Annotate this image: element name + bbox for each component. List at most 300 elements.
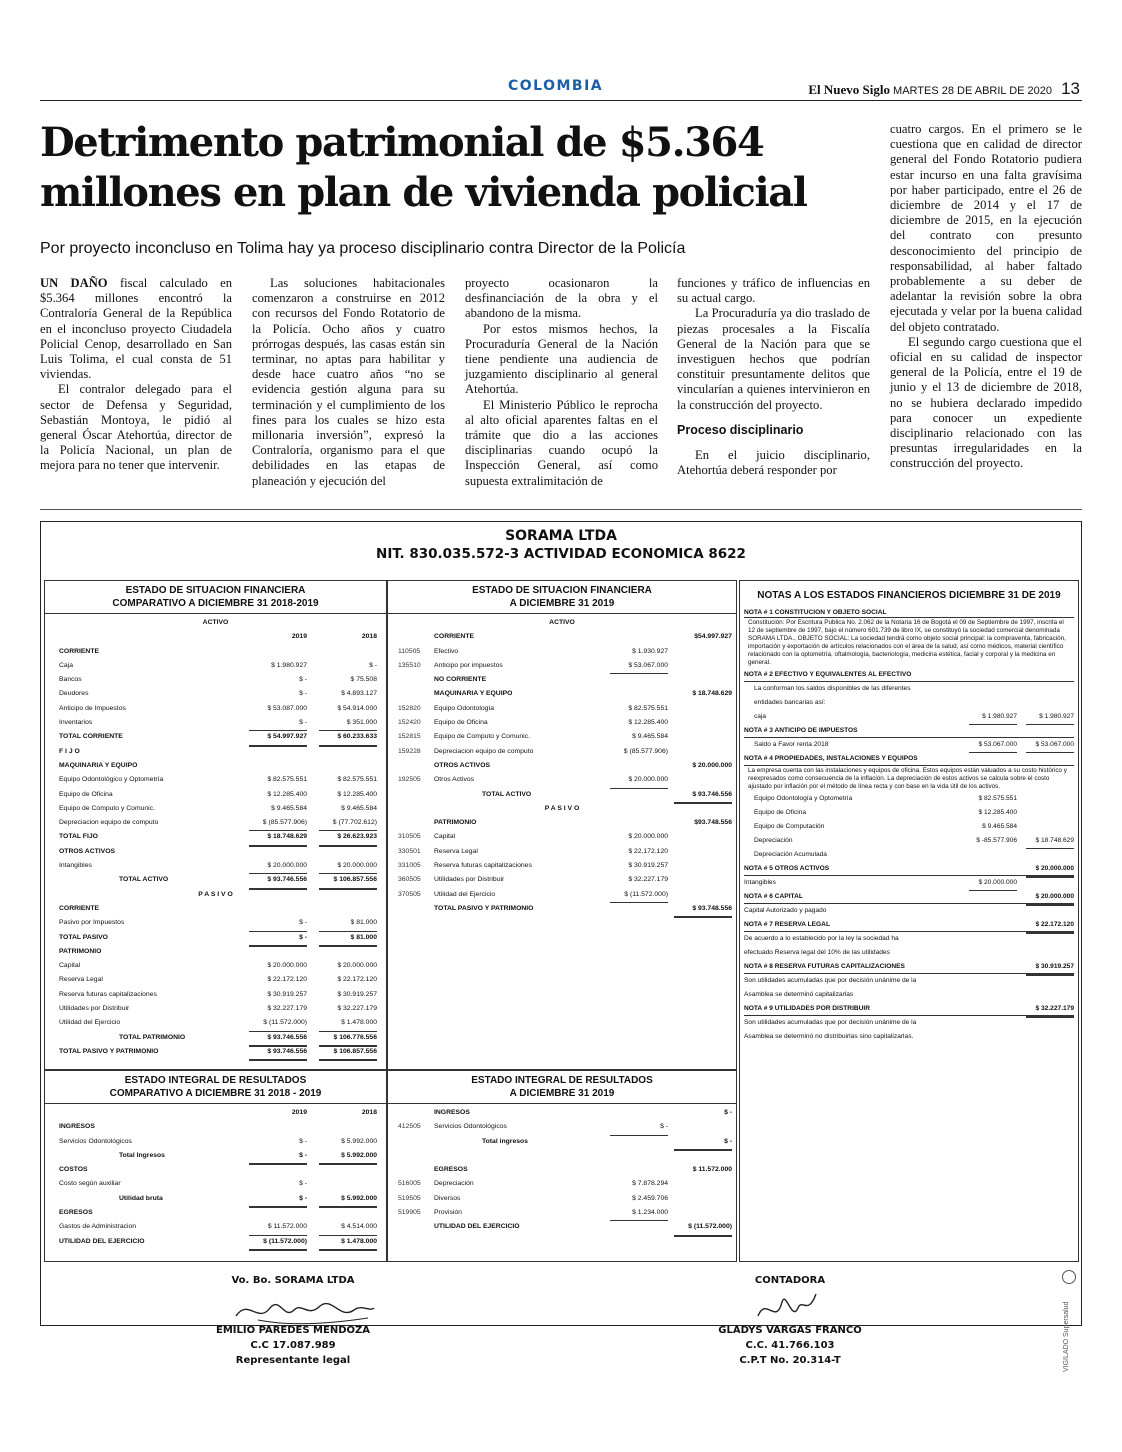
note-line-label: Intangibles [744, 879, 776, 886]
account-code: 152420 [398, 719, 421, 727]
table-row [392, 1192, 732, 1206]
value-col-1: $ 22.172.120 [628, 847, 668, 855]
value-col-1: $ 22.172.120 [267, 976, 307, 984]
note-title: NOTA # 1 CONSTITUCION Y OBJETO SOCIAL [744, 607, 1074, 618]
account-code: 310505 [398, 833, 421, 841]
table-row [392, 1163, 732, 1177]
account-code: 331005 [398, 862, 421, 870]
article-separator [40, 509, 1082, 510]
value-col-2: $ 81.000 [319, 931, 377, 947]
box-title: ESTADO INTEGRAL DE RESULTADOS COMPARATIVO A DICIEMBRE 31 2018 - 2019 [45, 1071, 386, 1104]
value-col-1: $ 1.980.927 [271, 661, 307, 669]
note-line-label: caja [754, 713, 767, 720]
row-label: Reserva futuras capitalizaciones [59, 990, 157, 998]
note-row [744, 792, 1074, 806]
table-row [392, 902, 732, 916]
table-row [49, 945, 382, 959]
paragraph: El segundo cargo cuestiona que el oficial en su calidad de inspector general de la Policía, entre el 19 de junio y el 13 de diciembre de 2018, no se hubiera declarado impedido para conocer un expediente disciplinario relacionado con las presuntas irregularidades en la construcción del proyecto. [890, 334, 1082, 471]
paragraph: proyecto ocasionaron la desfinanciación de la obra y el abandono de la misma. [465, 276, 658, 321]
table-rows [388, 1104, 736, 1237]
row-label: INGRESOS [434, 1109, 470, 1116]
table-row [392, 816, 732, 830]
account-code: 519505 [398, 1194, 421, 1202]
table-row [49, 859, 382, 873]
issue-date: MARTES 28 DE ABRIL DE 2020 [893, 85, 1053, 97]
value-col-1: $ 82.575.551 [628, 704, 668, 712]
table-row [49, 773, 382, 787]
row-label: NO CORRIENTE [434, 676, 487, 684]
value-col-2: $ 32.227.179 [337, 1005, 377, 1013]
table-row [49, 659, 382, 673]
table-row [392, 845, 732, 859]
value-col-1: $ (11.572.000) [249, 1016, 307, 1031]
table-row [49, 1016, 382, 1030]
article-column-5 [890, 122, 1082, 472]
value-col-1: $ - [249, 916, 307, 931]
table-row [49, 616, 382, 630]
table-row [49, 1235, 382, 1249]
value-col-2: 2018 [361, 1109, 377, 1116]
balance-sheet-2019 [387, 580, 737, 1070]
table-row [392, 716, 732, 730]
supersalud-seal-icon [1062, 1270, 1076, 1284]
table-row [49, 730, 382, 744]
table-row [49, 1163, 382, 1177]
row-label: Utilidades por Distribuir [59, 1005, 130, 1013]
value-col-2: $ 30.919.257 [337, 990, 377, 998]
value-col-2: $ 75.508 [350, 676, 377, 684]
value-col-2: $ 26.623.923 [319, 830, 377, 846]
row-label: Gastos de Administracion [59, 1223, 137, 1231]
newspaper-brand: El Nuevo Siglo [808, 82, 890, 97]
value-col-2: $ (77.702.612) [319, 816, 377, 831]
value-col-2: $ 106.857.556 [319, 1045, 377, 1061]
value-col-1: $ 12.285.400 [267, 790, 307, 798]
account-code: 412505 [398, 1123, 421, 1131]
value-col-2: $ 106.776.556 [319, 1031, 377, 1047]
table-row [49, 1220, 382, 1234]
table-row [49, 973, 382, 987]
row-label: CORRIENTE [59, 647, 100, 655]
value-col-2: $ - [674, 1135, 732, 1151]
value-col-1: $ 11.572.000 [249, 1220, 307, 1235]
table-row [49, 931, 382, 945]
value-col-1: $ (85.577.906) [249, 816, 307, 831]
signer-name: GLADYS VARGAS FRANCO [718, 1325, 862, 1336]
note-text: Son utilidades acumuladas que por decisión unánime de la [744, 977, 917, 984]
value-col-1: $ 2.459.706 [632, 1194, 668, 1202]
table-row [49, 687, 382, 701]
account-code: 192505 [398, 776, 421, 784]
row-label: Capital [59, 962, 81, 970]
value-col-2: $ 93.746.556 [674, 788, 732, 804]
vigilado-label: VIGILADO Supersalud [1063, 1301, 1070, 1372]
value-col-2: $ 20.000.000 [692, 761, 732, 769]
table-row [49, 888, 382, 902]
table-row [49, 673, 382, 687]
note-title: NOTA # 8 RESERVA FUTURAS CAPITALIZACIONES [744, 963, 905, 970]
value-col-2: $ 1.478.000 [319, 1016, 377, 1031]
table-row [49, 873, 382, 887]
row-label: EGRESOS [434, 1166, 468, 1174]
note-title: NOTA # 5 OTROS ACTIVOS [744, 865, 830, 872]
value-col-2: $ 4.893.127 [341, 690, 377, 698]
row-label: OTROS ACTIVOS [434, 761, 491, 769]
table-row [49, 1106, 382, 1120]
table-row [392, 888, 732, 902]
note-title: NOTA # 6 CAPITAL [744, 893, 803, 900]
row-label: Provisión [434, 1209, 462, 1217]
note-row [744, 806, 1074, 820]
table-row [392, 759, 732, 773]
paragraph: Por estos mismos hechos, la Procuraduría General de la Nación tiene pendiente una audiencia de juzgamiento disciplinario al general Atehortúa. [465, 321, 658, 397]
value-col-2: $ 93.748.556 [674, 902, 732, 918]
note-total: $ 20.000.000 [1026, 862, 1074, 878]
signer-title: Representante legal [235, 1355, 351, 1366]
account-code: 360505 [398, 876, 421, 884]
row-label: Reserva Legal [59, 976, 103, 984]
signer-id: C.C. 41.766.103 [745, 1340, 835, 1351]
table-row [392, 1220, 732, 1234]
value-col-2: $ 5.992.000 [319, 1192, 377, 1208]
value-col-1: $ - [299, 690, 307, 698]
table-row [392, 1120, 732, 1134]
table-row [49, 1120, 382, 1134]
value-col-1: $ 93.746.556 [249, 873, 307, 889]
note-line-label: Equipo de Computación [754, 823, 825, 830]
row-label: OTROS ACTIVOS [59, 847, 116, 855]
value-col-1: $ - [610, 1120, 668, 1135]
note-row [744, 834, 1074, 848]
value-col-1: $ 1.234.000 [610, 1206, 668, 1221]
row-label: P A S I V O [198, 890, 233, 898]
table-row [392, 1177, 732, 1191]
table-row [49, 716, 382, 730]
row-label: EGRESOS [59, 1209, 93, 1217]
note-text: De acuerdo a lo establecido por la ley la sociedad ha [744, 935, 899, 942]
company-header [41, 522, 1081, 562]
value-col-1: $ 9.465.584 [271, 804, 307, 812]
value-col-2: $ 5.992.000 [319, 1149, 377, 1165]
header-rule [40, 100, 1082, 101]
note-text: Capital Autorizado y pagado [744, 907, 827, 914]
value-col-1: 2019 [291, 633, 307, 641]
value-col-1: $ - [249, 1149, 307, 1165]
value-col-1: $ 82.575.551 [267, 776, 307, 784]
paragraph: cuatro cargos. En el primero se le cuestiona que en calidad de director general del Fondo Rotatorio pudiera estar incurso en una falta gravísima por haber participado, entre el 26 de diciembre de 2014 y el 17 de diciembre de 2015, en la ejecución del contrato con presunto desconocimiento del principio de responsabilidad, al haber faltado probablemente a su deber de adelantar la revisión sobre la obra ejecutada y velar por la buena calidad del objeto contratado. [890, 122, 1082, 334]
signature-block-right [690, 1273, 890, 1368]
row-label: Reserva Legal [434, 847, 478, 855]
account-code: 159228 [398, 747, 421, 755]
row-label: TOTAL ACTIVO [119, 876, 169, 884]
table-row [49, 1031, 382, 1045]
note-line-label: Saldo a Favor renta 2018 [754, 741, 829, 748]
table-row [392, 1149, 732, 1163]
value-col-1: $ 32.227.179 [267, 1005, 307, 1013]
signature-role: CONTADORA [754, 1275, 826, 1286]
value-col-1: $ 9.465.584 [632, 733, 668, 741]
table-row [49, 802, 382, 816]
table-row [392, 830, 732, 844]
value-col-1: 2019 [291, 1109, 307, 1116]
note-total: $ 20.000.000 [1026, 890, 1074, 906]
table-row [49, 1045, 382, 1059]
value-col-2: $ 9.465.584 [341, 804, 377, 812]
row-label: Utilidad del Ejercicio [434, 890, 496, 898]
value-col-2: $ - [724, 1109, 732, 1116]
table-row [392, 645, 732, 659]
row-label: Equipo de Computo y Comunic. [59, 804, 155, 812]
company-nit: NIT. 830.035.572-3 ACTIVIDAD ECONOMICA 8622 [376, 546, 746, 562]
row-label: Equipo Odontología [434, 704, 495, 712]
row-label: INGRESOS [59, 1123, 95, 1131]
paragraph: La Procuraduría ya dio traslado de piezas procesales a la Fiscalía General de la Nación para que se investiguen hechos que podrían constituir presuntamente delitos que vincularían a quienes intervinieron en la construcción del proyecto. [677, 306, 870, 412]
table-row [49, 902, 382, 916]
company-name: SORAMA LTDA [505, 528, 617, 544]
paragraph: Las soluciones habitacionales comenzaron a construirse en 2012 con recursos del Fondo Rotatorio de la Policía. Ocho años y cuatro prórrogas después, las casas están sin terminar, no aptas para habilitar y desde hace cuatro años “no se evidencia gestión alguna para su terminación y el cumplimiento de los fines para los cuales se hizo esta millonaria inversión”, expresó la Contraloría, organismo para el que debilidades en las etapas de planeación y ejecución del [252, 276, 445, 488]
table-row [392, 788, 732, 802]
table-row [392, 730, 732, 744]
paragraph: El contralor delegado para el sector de Defensa y Seguridad, Sebastián Montoya, le pidió al general Óscar Atehortúa, director de la Policía Nacional, un plan de mejora para no tener que intervenir. [40, 382, 232, 473]
row-label: Deudores [59, 690, 89, 698]
note-text: efectuado Reserva legal del 10% de las utilidades [744, 949, 890, 956]
row-label: Bancos [59, 676, 82, 684]
table-row [49, 745, 382, 759]
table-row [49, 1002, 382, 1016]
row-label: TOTAL ACTIVO [482, 790, 532, 798]
note-value: $ 12.285.400 [978, 809, 1017, 816]
note-value: $ 1.980.927 [969, 710, 1017, 725]
account-code: 135510 [398, 661, 421, 669]
box-title: ESTADO DE SITUACION FINANCIERA A DICIEMBRE 31 2019 [388, 581, 736, 614]
page-number: 13 [1061, 79, 1080, 98]
income-statement-2019 [387, 1070, 737, 1262]
value-col-1: $ - [249, 1192, 307, 1208]
row-label: Pasivo por Impuestos [59, 919, 125, 927]
value-col-2: $ 60.233.633 [319, 730, 377, 746]
value-col-2: $ 106.857.556 [319, 873, 377, 889]
value-col-1: $ (85.577.906) [623, 747, 668, 755]
table-row [392, 687, 732, 701]
row-label: TOTAL CORRIENTE [59, 733, 123, 741]
table-row [392, 1135, 732, 1149]
value-col-2: $ - [369, 661, 377, 669]
row-label: CORRIENTE [59, 904, 100, 912]
value-col-1: $ 1.930.927 [632, 647, 668, 655]
note-value: $ 18.748.629 [1026, 834, 1074, 849]
row-label: Anticipo de Impuestos [59, 704, 126, 712]
row-label: Costo según auxiliar [59, 1180, 121, 1188]
row-label: Depreciacion equipo de computo [59, 819, 159, 827]
table-row [392, 745, 732, 759]
note-value: $ 20.000.000 [969, 876, 1017, 891]
table-row [49, 959, 382, 973]
value-col-1: $ - [249, 931, 307, 947]
row-label: Otros Activos [434, 776, 475, 784]
row-label: Equipo de Oficina [434, 719, 488, 727]
note-total: $ 22.172.120 [1026, 918, 1074, 934]
table-row [392, 673, 732, 687]
note-value: $ -85.577.906 [976, 837, 1017, 844]
note-text: Asamblea se determinó no distribuirlas sino capitalizarlas. [744, 1033, 914, 1040]
note-value: $ 9.465.584 [982, 823, 1017, 830]
section-subheading: Proceso disciplinario [677, 422, 804, 437]
row-label: TOTAL PATRIMONIO [119, 1033, 186, 1041]
value-col-1: $ 53.067.000 [610, 659, 668, 674]
paragraph: El Ministerio Público le reprocha al alto oficial aparentes faltas en el trámite que dio a las acciones disciplinarias cuando ocupó la Inspección General, así como supuesta extralimitación de [465, 397, 658, 488]
row-label: MAQUINARIA Y EQUIPO [59, 761, 138, 769]
note-total: $ 32.227.179 [1026, 1002, 1074, 1018]
table-row [49, 759, 382, 773]
subheadline: Por proyecto inconcluso en Tolima hay ya proceso disciplinario contra Director de la Policía [40, 240, 686, 257]
value-col-1: $ - [299, 1180, 307, 1188]
note-title: NOTA # 4 PROPIEDADES, INSTALACIONES Y EQUIPOS [744, 752, 1074, 766]
value-col-1: $ 20.000.000 [267, 962, 307, 970]
value-col-2: $ 11.572.000 [692, 1166, 732, 1174]
note-title: NOTA # 7 RESERVA LEGAL [744, 921, 830, 928]
note-text: La empresa cuenta con las instalaciones y equipos de oficina. Estos equipos están valuados a su costo histórico y reexpresados como consecuencia de la inflación. La depreciación de estos activos se calcula sobre el costo ajustado por inflación por el método de línea recta y con base en la vida útil de los activos. [748, 767, 1067, 790]
value-col-2: $ 12.285.400 [337, 790, 377, 798]
value-col-2: $ 5.992.000 [341, 1137, 377, 1145]
table-row [392, 873, 732, 887]
signer-card: C.P.T No. 20.314-T [739, 1355, 841, 1366]
table-row [392, 802, 732, 816]
box-title: ESTADO INTEGRAL DE RESULTADOS A DICIEMBRE 31 2019 [388, 1071, 736, 1104]
note-value: $ 53.067.000 [1026, 738, 1074, 753]
row-label: Depreciacion equipo de computo [434, 747, 534, 755]
table-row [49, 916, 382, 930]
table-row [49, 645, 382, 659]
value-col-1: $ (11.572.000) [249, 1235, 307, 1251]
note-line-label: Equipo de Oficina [754, 809, 807, 816]
row-label: P A S I V O [544, 804, 580, 812]
value-col-2: $54.997.927 [694, 633, 732, 641]
value-col-1: $ - [299, 676, 307, 684]
note-text: Constitución: Por Escritura Publica No. 2.062 de la Notaría 16 de Bogotá el 09 de Septiembre de 1997, inscrita el 12 de septiembre de 1997, bajo el número 601.739 de libro IX, se constituyó la sociedad comercial denominada SORAMA LTDA., OBJETO SOCIAL: La sociedad tendrá como objeto social principal: la compraventa, fabricación, importación y exportación de artículos relacionados con el área de la salud, así como médicos, material científico relacionado con la optometría, oftalmología, bacteriología, medicina estética, facial y corporal y la medicina en general. [748, 619, 1066, 666]
table-row [49, 702, 382, 716]
paragraph: En el juicio disciplinario, Atehortúa deberá responder por [677, 448, 870, 478]
note-value: $ 53.067.000 [969, 738, 1017, 753]
row-label: Reserva futuras capitalizaciones [434, 862, 532, 870]
table-row [49, 830, 382, 844]
note-title: NOTA # 3 ANTICIPO DE IMPUESTOS [744, 724, 1074, 738]
row-label: MAQUINARIA Y EQUIPO [434, 690, 513, 698]
value-col-2: $ 20.000.000 [337, 962, 377, 970]
note-text: Asamblea se determinó capitalizarlas [744, 991, 854, 998]
table-row [49, 1149, 382, 1163]
headline: Detrimento patrimonial de $5.364 millones en plan de vivienda policial [40, 119, 807, 216]
value-col-1: $ 93.746.556 [249, 1045, 307, 1061]
row-label: Servicios Odontológicos [434, 1123, 507, 1131]
value-col-1: $ 30.919.257 [267, 990, 307, 998]
value-col-1: $ 20.000.000 [249, 859, 307, 874]
row-label: F I J O [59, 747, 80, 755]
row-label: TOTAL FIJO [59, 833, 98, 841]
table-rows [45, 1104, 386, 1251]
table-rows [45, 614, 386, 1061]
value-col-2: $ 18.748.629 [692, 690, 732, 698]
value-col-1: $ 30.919.257 [628, 862, 668, 870]
value-col-1: $ 18.748.629 [249, 830, 307, 846]
note-text: Son utilidades acumuladas que por decisión unánime de la [744, 1019, 917, 1026]
table-rows [388, 614, 736, 918]
note-line-label: Depreciación [754, 837, 793, 844]
value-col-1: $ 12.285.400 [628, 719, 668, 727]
row-label: UTILIDAD DEL EJERCICIO [59, 1237, 145, 1245]
table-row [392, 630, 732, 644]
value-col-1: $ - [249, 716, 307, 731]
value-col-1: $ - [299, 1137, 307, 1145]
row-label: Utilidades por Distribuir [434, 876, 505, 884]
note-total: $ 30.919.257 [1026, 960, 1074, 976]
value-col-1: $ 54.997.927 [249, 730, 307, 746]
value-col-1: $ (11.572.000) [610, 888, 668, 903]
row-label: Utilidad del Ejercicio [59, 1019, 121, 1027]
balance-sheet-comparative [44, 580, 387, 1070]
row-label: TOTAL PASIVO Y PATRIMONIO [434, 904, 534, 912]
article-column-3 [465, 276, 658, 489]
table-row [392, 702, 732, 716]
table-row [392, 659, 732, 673]
value-col-2: $93.748.556 [694, 819, 732, 827]
value-col-2: $ 54.914.000 [337, 704, 377, 712]
signer-name: EMILIO PAREDES MENDOZA [215, 1325, 371, 1336]
financial-statements-block [40, 521, 1082, 1326]
table-row [49, 1135, 382, 1149]
note-text: entidades bancarias así: [754, 699, 826, 706]
table-row [49, 1192, 382, 1206]
value-col-1: $ 32.227.179 [628, 876, 668, 884]
paragraph: fiscal calculado en $5.364 millones encontró la Contraloría General de la República en el inconcluso proyecto Ciudadela Policial Cenop, desarrollado en San Luis Tolima, el cual consta de 51 viviendas. [40, 276, 232, 382]
row-label: Diversos [434, 1194, 461, 1202]
table-row [392, 859, 732, 873]
article-column-4 [677, 276, 870, 478]
value-col-2: $ 351.000 [319, 716, 377, 731]
note-text: La conforman los saldos disponibles de las diferentes [754, 685, 911, 692]
value-col-1: $ 20.000.000 [628, 833, 668, 841]
table-row [392, 616, 732, 630]
note-row [744, 820, 1074, 834]
row-label: ACTIVO [549, 619, 575, 626]
table-row [49, 845, 382, 859]
table-row [49, 1177, 382, 1191]
signer-id: C.C 17.087.989 [250, 1340, 336, 1351]
paragraph: funciones y tráfico de influencias en su actual cargo. [677, 276, 870, 306]
note-value: $ 1.980.927 [1026, 710, 1074, 725]
row-label: PATRIMONIO [434, 819, 477, 827]
article-column-2 [252, 276, 445, 489]
table-row [49, 1206, 382, 1220]
account-code: 152820 [398, 704, 421, 712]
value-col-1: $ 20.000.000 [610, 773, 668, 788]
section-label: COLOMBIA [508, 78, 604, 94]
value-col-2: $ 22.172.120 [337, 976, 377, 984]
note-line-label: Depreciación Acumulada [754, 851, 827, 858]
row-label: Equipo de Computo y Comunic. [434, 733, 530, 741]
table-row [392, 773, 732, 787]
note-line-label: Equipo Odontología y Optometría [754, 795, 853, 802]
row-label: ACTIVO [202, 619, 229, 626]
row-label: PATRIMONIO [59, 947, 102, 955]
account-code: 516005 [398, 1180, 421, 1188]
row-label: Anticipo por impuestos [434, 661, 503, 669]
row-label: Efectivo [434, 647, 459, 655]
value-col-1: $ 7.878.294 [632, 1180, 668, 1188]
financial-notes [739, 580, 1079, 1262]
note-title: NOTA # 9 UTILIDADES POR DISTRIBUIR [744, 1005, 871, 1012]
row-label: Equipo Odontológico y Optometría [59, 776, 164, 784]
signature-role: Vo. Bo. SORAMA LTDA [231, 1275, 355, 1286]
